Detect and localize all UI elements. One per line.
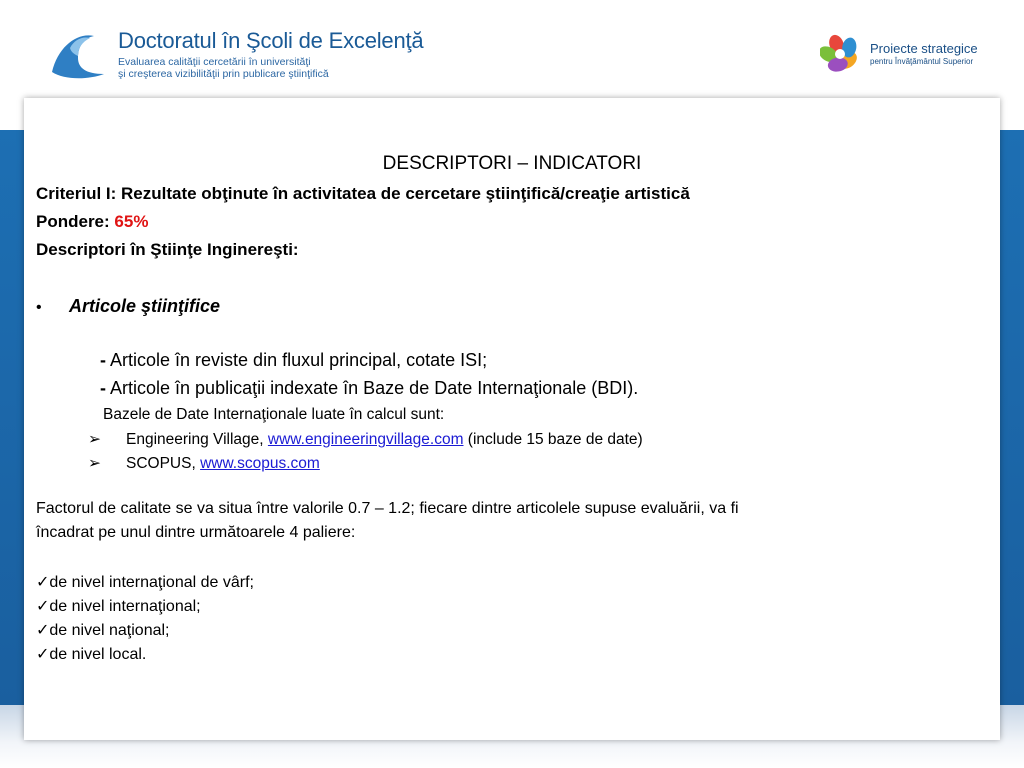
quality-factor-line-2: încadrat pe unul dintre următoarele 4 paliere: [36, 524, 356, 541]
engineering-village-link[interactable]: www.engineeringvillage.com [267, 431, 464, 448]
descriptors-heading: Descriptori în Ştiinţe Inginereşti: [36, 240, 299, 259]
level-label: de nivel internaţional de vârf; [49, 574, 254, 591]
partner-subtitle: pentru Învăţământul Superior [870, 57, 974, 66]
brand-subtitle-1: Evaluarea calităţii cercetării în universităţi [118, 56, 311, 68]
article-type-1 [100, 350, 487, 371]
check-icon: ✓ [36, 622, 50, 639]
level-item [36, 596, 201, 616]
slide-content-card [24, 98, 1000, 740]
db-1-prefix: Engineering Village, [126, 431, 268, 448]
slide-title: DESCRIPTORI – INDICATORI [382, 153, 642, 174]
check-icon: ✓ [36, 598, 50, 615]
arrow-marker-icon: ➢ [88, 455, 101, 472]
check-icon: ✓ [36, 646, 50, 663]
db-2-prefix: SCOPUS, [126, 455, 201, 472]
article-type-1-text: Articole în reviste din fluxul principal, cotate ISI; [106, 350, 488, 370]
level-label: de nivel local. [49, 646, 147, 663]
weight-label: Pondere: [36, 212, 110, 231]
database-item-engineering-village [88, 430, 643, 449]
scopus-link[interactable]: www.scopus.com [200, 455, 320, 472]
bullet-item [36, 296, 220, 317]
weight-line [36, 212, 148, 232]
brand-subtitle-2: şi creşterea vizibilităţii prin publicare ştiinţifică [118, 68, 329, 80]
db-1-suffix: (include 15 baze de date) [463, 431, 643, 448]
quality-factor-line-1: Factorul de calitate se va situa între valorile 0.7 – 1.2; fiecare dintre articolele supuse evaluării, va fi [36, 500, 739, 517]
colorful-flower-logo-icon [820, 34, 860, 74]
level-item [36, 644, 146, 664]
level-label: de nivel naţional; [49, 622, 170, 639]
level-item [36, 572, 254, 592]
weight-value: 65% [114, 212, 149, 231]
criterion-line: Criteriul I: Rezultate obţinute în activitatea de cercetare ştiinţifică/creaţie artistică [36, 184, 690, 203]
article-type-2-text: Articole în publicaţii indexate în Baze de Date Internaţionale (BDI). [106, 378, 639, 398]
dash-marker: - [100, 378, 106, 398]
slide-header [0, 0, 1024, 100]
blue-wave-logo-icon [48, 28, 108, 80]
level-label: de nivel internaţional; [49, 598, 201, 615]
bullet-marker: • [36, 299, 42, 316]
partner-title: Proiecte strategice [870, 41, 978, 56]
bullet-title: Articole ştiinţifice [69, 296, 221, 316]
database-item-scopus [88, 454, 320, 473]
level-item [36, 620, 170, 640]
arrow-marker-icon: ➢ [88, 431, 101, 448]
brand-title: Doctoratul în Şcoli de Excelenţă [118, 28, 424, 53]
bdi-intro: Bazele de Date Internaţionale luate în calcul sunt: [103, 406, 445, 423]
dash-marker: - [100, 350, 106, 370]
check-icon: ✓ [36, 574, 50, 591]
article-type-2 [100, 378, 638, 399]
